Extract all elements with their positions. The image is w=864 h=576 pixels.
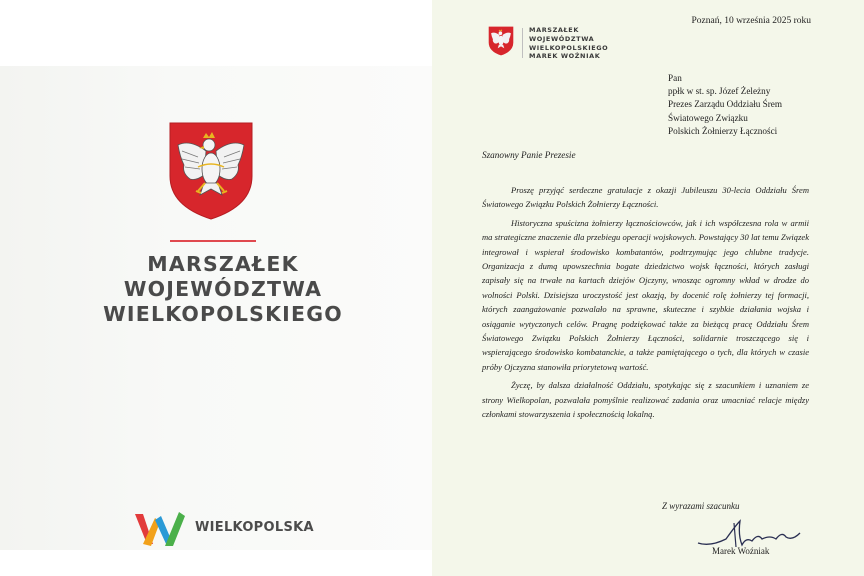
header-line: WOJEWÓDZTWA — [529, 34, 595, 43]
cover-title-line: WOJEWÓDZTWA — [123, 277, 323, 301]
cover-title-line: WIELKOPOLSKIEGO — [103, 302, 343, 326]
recipient-line: Światowego Związku — [668, 112, 748, 123]
body-paragraph: Historyczna spuścizna żołnierzy łącznościowców, jak i ich współczesna rola w armii ma strategiczne znaczenie dla przebiegu operacji wojskowych. Powstający 30 lat temu Związek integrował i wspierał środowisko kombatantów, podtrzymując jego chlubne tradycje. Organizacja z dumą upowszechnia bogate dziedzictwo wojsk łączności, których zasługi zapisały się na trwałe na kartach dziejów Ojczyny, wnosząc ogromny wkład w drodze do wolności Polski. Dzisiejsza uroczystość jest okazją, by docenić rolę żołnierzy tej formacji, których zaangażowanie pozwalało na sprawne, skuteczne i szybkie działania wojska i osiąganie wytyczonych celów. Pragnę podziękować także za bieżącą pracę Oddziału Śrem Światowego Związku Polskich Żołnierzy Łączności, solidarnie troszczącego się i wspierającego środowisko kombatanckie, a także pamiętającego o tych, dla których w czasie próby Ojczyzna stanowiła priorytetową wartość. — [482, 217, 809, 372]
closing-phrase: Z wyrazami szacunku — [662, 501, 740, 511]
cover-title-line: MARSZAŁEK — [147, 252, 299, 276]
letter-date: Poznań, 10 września 2025 roku — [691, 16, 811, 26]
eagle-crest-icon — [168, 121, 254, 221]
accent-divider — [170, 240, 256, 242]
letter-body — [482, 183, 809, 426]
letter-header — [529, 26, 608, 61]
header-line: MARSZAŁEK — [529, 26, 579, 34]
header-divider — [522, 28, 523, 58]
brand-wordmark: WIELKOPOLSKA — [195, 520, 314, 535]
recipient-line: Pan — [668, 73, 682, 83]
body-paragraph: Życzę, by dalsza działalność Oddziału, spotykając się z szacunkiem i uznaniem ze strony Wielkopolan, pozwalała pomyślnie realizować zadania oraz umacniać relacje między członkami stowarzyszenia i społecznością lokalną. — [482, 380, 809, 420]
header-line: MAREK WOŹNIAK — [529, 52, 601, 61]
wielkopolska-w-logo-icon — [133, 508, 187, 548]
eagle-crest-small-icon — [488, 26, 514, 56]
recipient-line: Polskich Żołnierzy Łączności — [668, 125, 778, 136]
recipient-address — [668, 72, 782, 138]
recipient-line: Prezes Zarządu Oddziału Śrem — [668, 99, 783, 110]
signature-name: Marek Woźniak — [712, 546, 770, 556]
salutation: Szanowny Panie Prezesie — [482, 150, 576, 160]
cover-title — [60, 252, 386, 327]
body-paragraph: Proszę przyjąć serdeczne gratulacje z okazji Jubileuszu 30-lecia Oddziału Śrem Światowego Związku Polskich Żołnierzy Łączności. — [482, 185, 809, 210]
header-line: WIELKOPOLSKIEGO — [529, 43, 609, 52]
recipient-line: ppłk w st. sp. Józef Żeleżny — [668, 86, 771, 97]
